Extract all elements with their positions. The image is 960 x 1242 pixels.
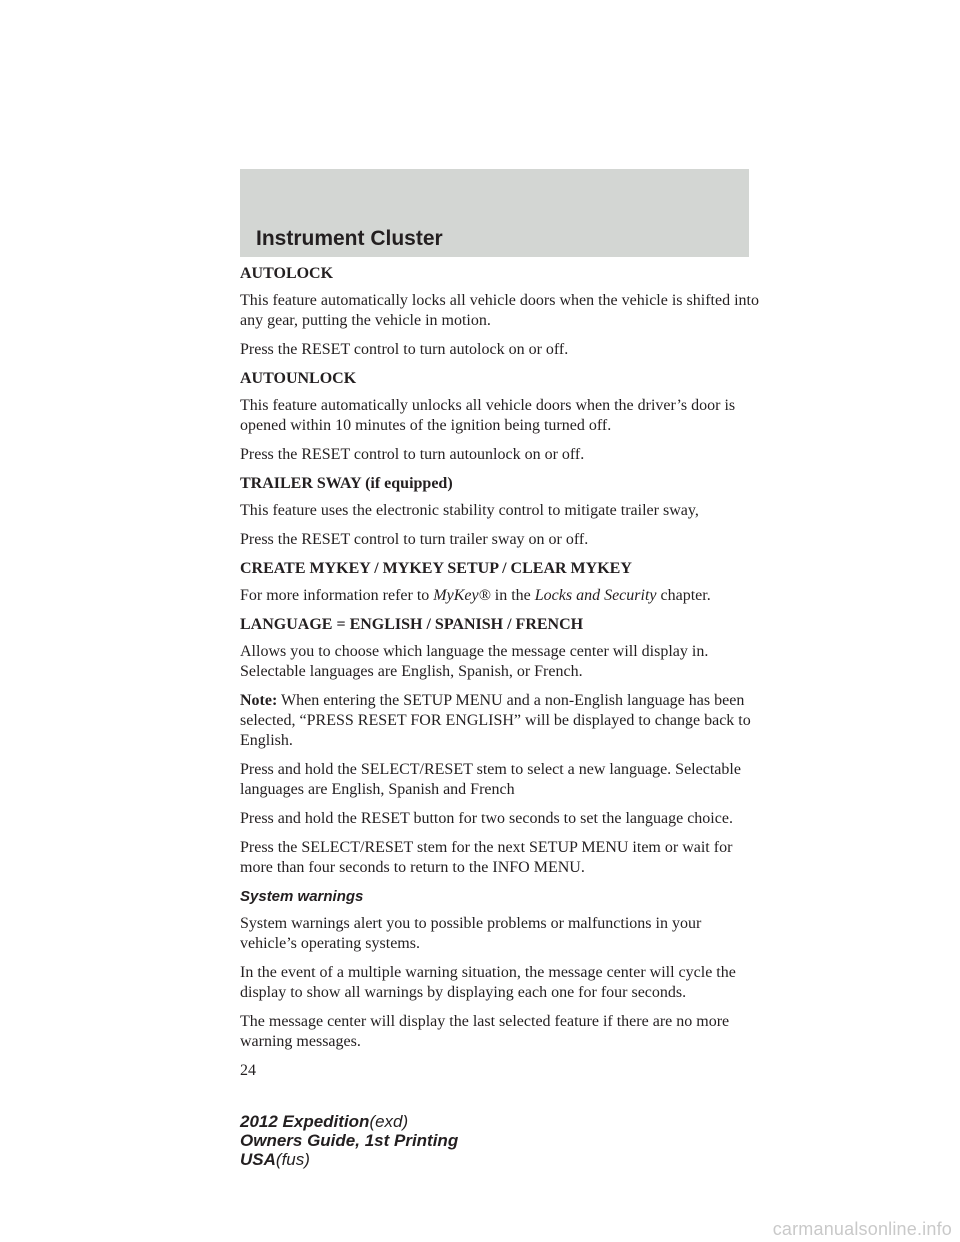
language-select-instruction: Press and hold the SELECT/RESET stem to select a new language. Selectable languages are English, Spanish and French bbox=[240, 761, 741, 798]
autounlock-instruction: Press the RESET control to turn autounlock on or off. bbox=[240, 446, 585, 463]
footer-model: 2012 Expedition bbox=[240, 1112, 370, 1131]
page-content bbox=[240, 264, 760, 1090]
autolock-instruction: Press the RESET control to turn autolock on or off. bbox=[240, 341, 569, 358]
footer-line-2 bbox=[240, 1131, 458, 1150]
chapter-header-band bbox=[240, 169, 749, 257]
watermark: carmanualsonline.info bbox=[772, 1219, 952, 1239]
trailer-sway-heading: TRAILER SWAY (if equipped) bbox=[240, 475, 453, 492]
system-warnings-heading: System warnings bbox=[240, 888, 364, 905]
mykey-ref-suffix: chapter. bbox=[656, 587, 711, 604]
autounlock-description: This feature automatically unlocks all vehicle doors when the driver’s door is opened within 10 minutes of the ignition being turned off. bbox=[240, 397, 736, 434]
trailer-sway-description: This feature uses the electronic stability control to mitigate trailer sway, bbox=[240, 502, 699, 519]
language-next-instruction: Press the SELECT/RESET stem for the next SETUP MENU item or wait for more than four seconds to return to the INFO MENU. bbox=[240, 839, 733, 876]
footer-printing: Owners Guide, 1st Printing bbox=[240, 1131, 459, 1150]
mykey-reference bbox=[240, 586, 760, 606]
note-text: When entering the SETUP MENU and a non-English language has been selected, “PRESS RESET FOR ENGLISH” will be displayed to change back to English. bbox=[240, 692, 751, 749]
footer-market-code: (fus) bbox=[275, 1150, 310, 1169]
mykey-heading: CREATE MYKEY / MYKEY SETUP / CLEAR MYKEY bbox=[240, 560, 632, 577]
system-warnings-description: System warnings alert you to possible problems or malfunctions in your vehicle’s operating systems. bbox=[240, 915, 702, 952]
autolock-heading: AUTOLOCK bbox=[240, 265, 334, 282]
language-note bbox=[240, 691, 760, 751]
autolock-description: This feature automatically locks all vehicle doors when the vehicle is shifted into any gear, putting the vehicle in motion. bbox=[240, 292, 759, 329]
note-label: Note: bbox=[240, 692, 278, 709]
footer-model-code: (exd) bbox=[369, 1112, 409, 1131]
language-heading: LANGUAGE = ENGLISH / SPANISH / FRENCH bbox=[240, 616, 584, 633]
mykey-ref-prefix: For more information refer to bbox=[240, 587, 434, 604]
language-description: Allows you to choose which language the message center will display in. Selectable languages are English, Spanish, or French. bbox=[240, 643, 709, 680]
chapter-title: Instrument Cluster bbox=[256, 227, 443, 250]
autounlock-heading: AUTOUNLOCK bbox=[240, 370, 357, 387]
print-footer bbox=[240, 1112, 458, 1169]
mykey-chapter-name: Locks and Security bbox=[534, 587, 657, 604]
footer-line-3 bbox=[240, 1150, 458, 1169]
mykey-ref-link: MyKey® bbox=[433, 587, 491, 604]
system-warnings-last: The message center will display the last selected feature if there are no more warning messages. bbox=[240, 1013, 730, 1050]
trailer-sway-instruction: Press the RESET control to turn trailer sway on or off. bbox=[240, 531, 589, 548]
system-warnings-multiple: In the event of a multiple warning situation, the message center will cycle the display to show all warnings by displaying each one for four seconds. bbox=[240, 964, 736, 1001]
footer-market: USA bbox=[240, 1150, 276, 1169]
page-number: 24 bbox=[240, 1062, 256, 1079]
language-reset-instruction: Press and hold the RESET button for two seconds to set the language choice. bbox=[240, 810, 733, 827]
mykey-ref-mid: in the bbox=[490, 587, 535, 604]
footer-line-1 bbox=[240, 1112, 458, 1131]
